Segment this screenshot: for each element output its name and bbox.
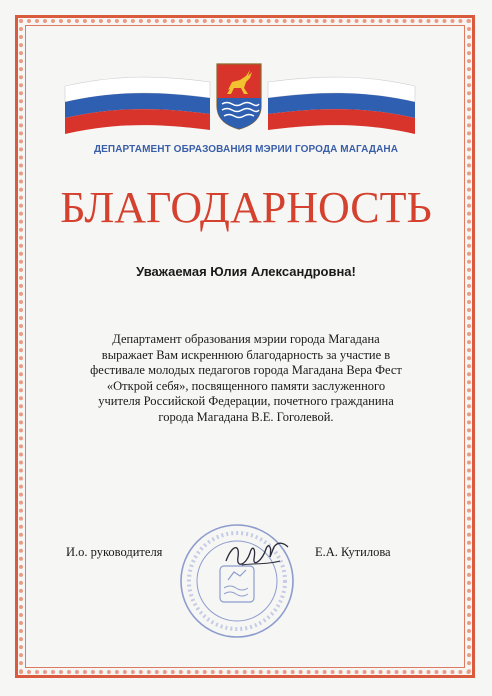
department-heading: ДЕПАРТАМЕНТ ОБРАЗОВАНИЯ МЭРИИ ГОРОДА МАГАДАНА bbox=[93, 144, 399, 155]
signatory-name: Е.А. Кутилова bbox=[315, 545, 391, 559]
salutation: Уважаемая Юлия Александровна! bbox=[136, 264, 356, 279]
body-line: фестивале молодых педагогов города Магадана Вера Фест bbox=[90, 363, 402, 377]
certificate-title: БЛАГОДАРНОСТЬ bbox=[60, 183, 432, 232]
magadan-coat-of-arms bbox=[214, 62, 264, 130]
body-line: учителя Российской Федерации, почетного гражданина bbox=[98, 394, 394, 408]
body-line: выражает Вам искреннюю благодарность за участие в bbox=[101, 347, 391, 362]
body-line: Департамент образования мэрии города Магадана bbox=[112, 332, 380, 346]
handwritten-signature bbox=[222, 535, 292, 575]
certificate-body bbox=[70, 332, 422, 425]
signatory-title: И.о. руководителя bbox=[66, 545, 163, 559]
body-line: «Открой себя», посвященного памяти заслуженного bbox=[106, 378, 386, 393]
body-line: города Магадана В.Е. Гоголевой. bbox=[158, 409, 334, 424]
